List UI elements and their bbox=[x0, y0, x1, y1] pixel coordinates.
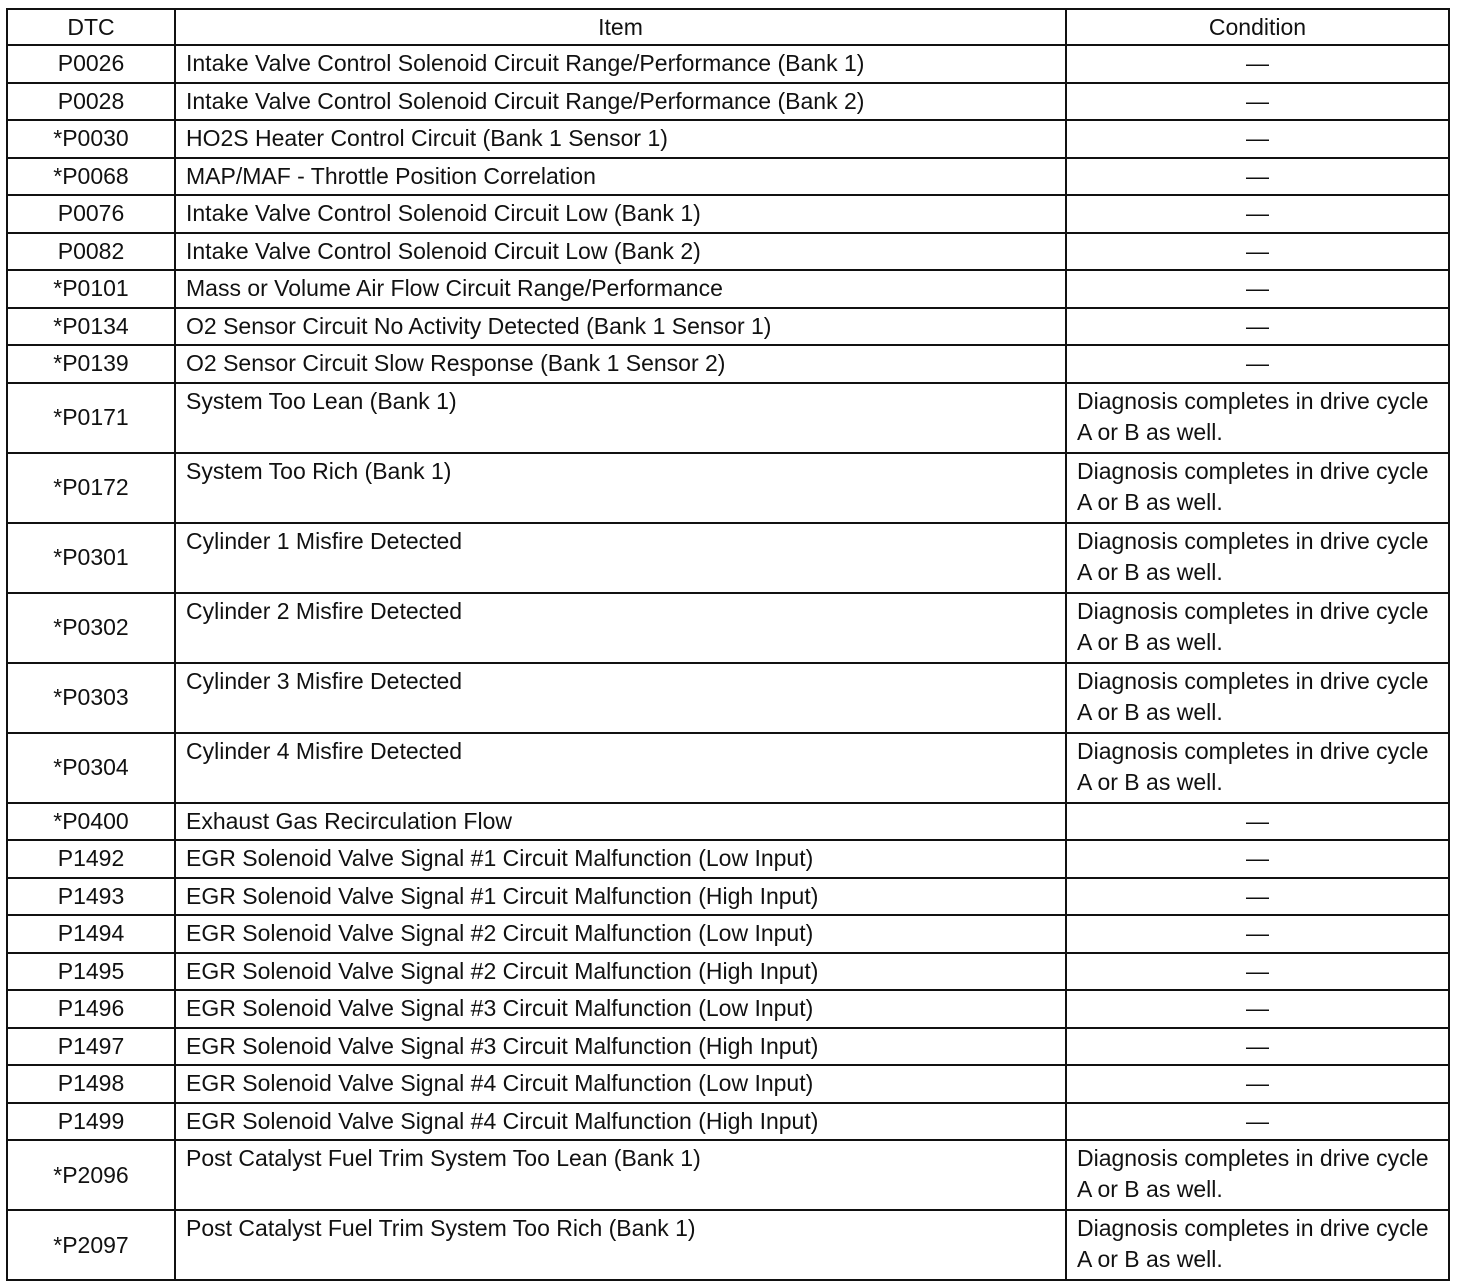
dtc-code-cell: *P0302 bbox=[7, 593, 175, 663]
table-row bbox=[7, 1103, 1449, 1141]
item-description-cell: EGR Solenoid Valve Signal #3 Circuit Malfunction (Low Input) bbox=[175, 990, 1066, 1028]
dtc-code-cell: P1493 bbox=[7, 878, 175, 916]
dtc-code-cell: *P0303 bbox=[7, 663, 175, 733]
dtc-code-cell: P0028 bbox=[7, 83, 175, 121]
table-row bbox=[7, 383, 1449, 453]
condition-cell: Diagnosis completes in drive cycle A or B as well. bbox=[1066, 593, 1449, 663]
condition-cell: — bbox=[1066, 195, 1449, 233]
item-description-cell: Mass or Volume Air Flow Circuit Range/Performance bbox=[175, 270, 1066, 308]
dtc-code-cell: *P0301 bbox=[7, 523, 175, 593]
table-row bbox=[7, 1065, 1449, 1103]
header-dtc: DTC bbox=[7, 9, 175, 45]
table-row bbox=[7, 83, 1449, 121]
condition-cell: — bbox=[1066, 158, 1449, 196]
item-description-cell: Intake Valve Control Solenoid Circuit Range/Performance (Bank 1) bbox=[175, 45, 1066, 83]
dtc-code-cell: P0026 bbox=[7, 45, 175, 83]
dtc-code-cell: P1494 bbox=[7, 915, 175, 953]
condition-cell: — bbox=[1066, 953, 1449, 991]
condition-cell: Diagnosis completes in drive cycle A or B as well. bbox=[1066, 663, 1449, 733]
table-row bbox=[7, 195, 1449, 233]
dtc-table-container bbox=[6, 8, 1448, 1281]
item-description-cell: System Too Rich (Bank 1) bbox=[175, 453, 1066, 523]
condition-cell: — bbox=[1066, 120, 1449, 158]
header-condition: Condition bbox=[1066, 9, 1449, 45]
condition-cell: — bbox=[1066, 308, 1449, 346]
item-description-cell: EGR Solenoid Valve Signal #3 Circuit Malfunction (High Input) bbox=[175, 1028, 1066, 1066]
item-description-cell: Intake Valve Control Solenoid Circuit Low (Bank 1) bbox=[175, 195, 1066, 233]
header-item: Item bbox=[175, 9, 1066, 45]
condition-cell: — bbox=[1066, 233, 1449, 271]
item-description-cell: Post Catalyst Fuel Trim System Too Rich (Bank 1) bbox=[175, 1210, 1066, 1280]
item-description-cell: MAP/MAF - Throttle Position Correlation bbox=[175, 158, 1066, 196]
dtc-code-cell: *P0068 bbox=[7, 158, 175, 196]
table-row bbox=[7, 45, 1449, 83]
condition-cell: — bbox=[1066, 803, 1449, 841]
table-row bbox=[7, 345, 1449, 383]
table-row bbox=[7, 878, 1449, 916]
table-row bbox=[7, 1028, 1449, 1066]
table-row bbox=[7, 663, 1449, 733]
item-description-cell: Cylinder 4 Misfire Detected bbox=[175, 733, 1066, 803]
dtc-code-cell: *P0134 bbox=[7, 308, 175, 346]
table-row bbox=[7, 1210, 1449, 1280]
item-description-cell: HO2S Heater Control Circuit (Bank 1 Sensor 1) bbox=[175, 120, 1066, 158]
item-description-cell: EGR Solenoid Valve Signal #2 Circuit Malfunction (Low Input) bbox=[175, 915, 1066, 953]
condition-cell: Diagnosis completes in drive cycle A or B as well. bbox=[1066, 453, 1449, 523]
item-description-cell: Cylinder 2 Misfire Detected bbox=[175, 593, 1066, 663]
dtc-code-cell: *P0030 bbox=[7, 120, 175, 158]
dtc-code-cell: P1497 bbox=[7, 1028, 175, 1066]
dtc-code-cell: *P0139 bbox=[7, 345, 175, 383]
condition-cell: Diagnosis completes in drive cycle A or B as well. bbox=[1066, 1140, 1449, 1210]
item-description-cell: Cylinder 1 Misfire Detected bbox=[175, 523, 1066, 593]
item-description-cell: Post Catalyst Fuel Trim System Too Lean (Bank 1) bbox=[175, 1140, 1066, 1210]
condition-cell: — bbox=[1066, 1028, 1449, 1066]
dtc-code-cell: P0082 bbox=[7, 233, 175, 271]
condition-cell: Diagnosis completes in drive cycle A or B as well. bbox=[1066, 1210, 1449, 1280]
dtc-code-cell: *P0101 bbox=[7, 270, 175, 308]
condition-cell: Diagnosis completes in drive cycle A or B as well. bbox=[1066, 733, 1449, 803]
table-row bbox=[7, 308, 1449, 346]
table-row bbox=[7, 733, 1449, 803]
table-row bbox=[7, 233, 1449, 271]
dtc-code-cell: *P0304 bbox=[7, 733, 175, 803]
table-row bbox=[7, 453, 1449, 523]
dtc-code-cell: *P2096 bbox=[7, 1140, 175, 1210]
dtc-code-cell: *P2097 bbox=[7, 1210, 175, 1280]
item-description-cell: EGR Solenoid Valve Signal #1 Circuit Malfunction (Low Input) bbox=[175, 840, 1066, 878]
item-description-cell: EGR Solenoid Valve Signal #1 Circuit Malfunction (High Input) bbox=[175, 878, 1066, 916]
table-row bbox=[7, 915, 1449, 953]
item-description-cell: System Too Lean (Bank 1) bbox=[175, 383, 1066, 453]
item-description-cell: EGR Solenoid Valve Signal #2 Circuit Malfunction (High Input) bbox=[175, 953, 1066, 991]
table-row bbox=[7, 593, 1449, 663]
table-row bbox=[7, 158, 1449, 196]
table-row bbox=[7, 953, 1449, 991]
table-header bbox=[7, 9, 1449, 45]
condition-cell: — bbox=[1066, 345, 1449, 383]
table-row bbox=[7, 270, 1449, 308]
table-row bbox=[7, 990, 1449, 1028]
item-description-cell: O2 Sensor Circuit Slow Response (Bank 1 Sensor 2) bbox=[175, 345, 1066, 383]
condition-cell: — bbox=[1066, 990, 1449, 1028]
table-row bbox=[7, 523, 1449, 593]
table-row bbox=[7, 840, 1449, 878]
condition-cell: Diagnosis completes in drive cycle A or B as well. bbox=[1066, 523, 1449, 593]
dtc-code-cell: P1496 bbox=[7, 990, 175, 1028]
table-body bbox=[7, 45, 1449, 1280]
condition-cell: Diagnosis completes in drive cycle A or B as well. bbox=[1066, 383, 1449, 453]
dtc-code-cell: P1498 bbox=[7, 1065, 175, 1103]
table-row bbox=[7, 120, 1449, 158]
item-description-cell: Cylinder 3 Misfire Detected bbox=[175, 663, 1066, 733]
item-description-cell: Intake Valve Control Solenoid Circuit Low (Bank 2) bbox=[175, 233, 1066, 271]
condition-cell: — bbox=[1066, 1065, 1449, 1103]
header-row bbox=[7, 9, 1449, 45]
item-description-cell: O2 Sensor Circuit No Activity Detected (Bank 1 Sensor 1) bbox=[175, 308, 1066, 346]
table-row bbox=[7, 1140, 1449, 1210]
condition-cell: — bbox=[1066, 1103, 1449, 1141]
item-description-cell: EGR Solenoid Valve Signal #4 Circuit Malfunction (High Input) bbox=[175, 1103, 1066, 1141]
dtc-code-cell: P0076 bbox=[7, 195, 175, 233]
condition-cell: — bbox=[1066, 915, 1449, 953]
dtc-code-cell: *P0172 bbox=[7, 453, 175, 523]
item-description-cell: EGR Solenoid Valve Signal #4 Circuit Malfunction (Low Input) bbox=[175, 1065, 1066, 1103]
dtc-code-cell: *P0171 bbox=[7, 383, 175, 453]
condition-cell: — bbox=[1066, 878, 1449, 916]
dtc-table bbox=[6, 8, 1450, 1281]
condition-cell: — bbox=[1066, 45, 1449, 83]
item-description-cell: Intake Valve Control Solenoid Circuit Range/Performance (Bank 2) bbox=[175, 83, 1066, 121]
condition-cell: — bbox=[1066, 83, 1449, 121]
dtc-code-cell: *P0400 bbox=[7, 803, 175, 841]
table-row bbox=[7, 803, 1449, 841]
dtc-code-cell: P1492 bbox=[7, 840, 175, 878]
condition-cell: — bbox=[1066, 270, 1449, 308]
dtc-code-cell: P1499 bbox=[7, 1103, 175, 1141]
dtc-code-cell: P1495 bbox=[7, 953, 175, 991]
condition-cell: — bbox=[1066, 840, 1449, 878]
item-description-cell: Exhaust Gas Recirculation Flow bbox=[175, 803, 1066, 841]
